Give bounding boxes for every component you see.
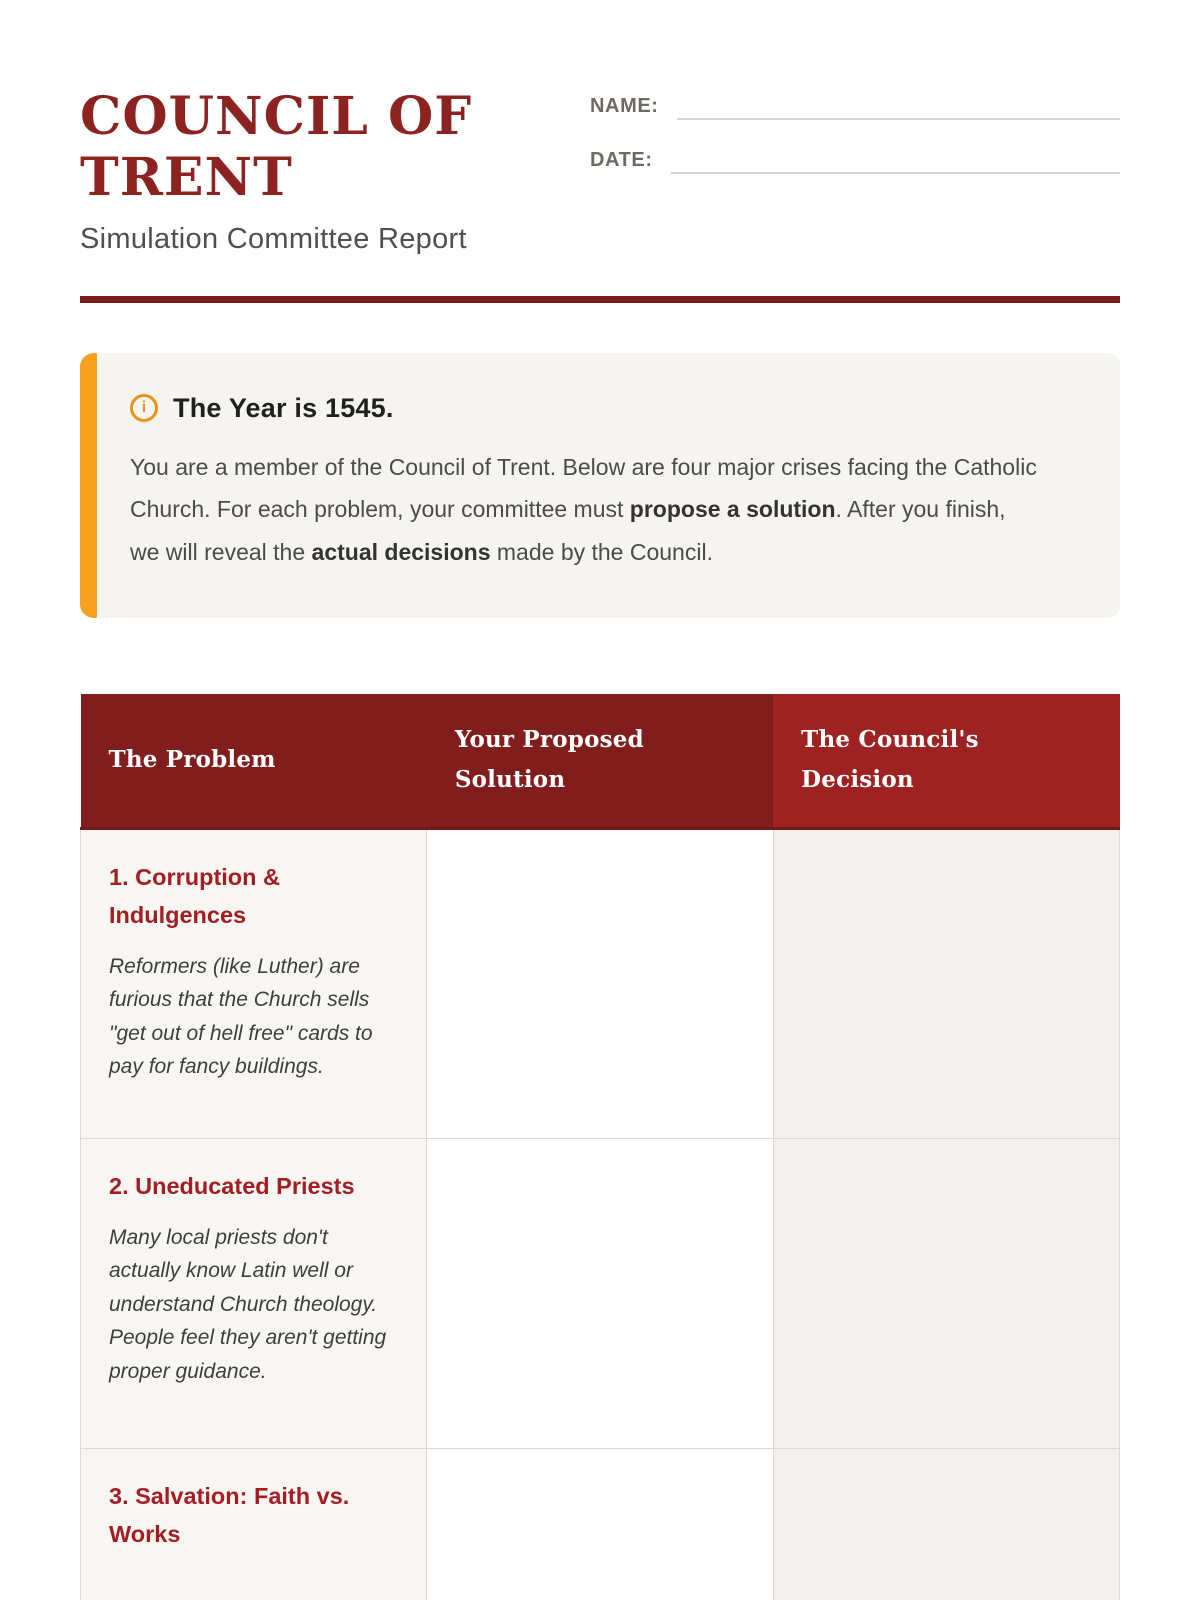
date-field-row — [590, 144, 1120, 174]
date-label: DATE: — [590, 149, 653, 171]
column-header-decision: The Council's Decision — [773, 694, 1119, 828]
table-row — [81, 1448, 1120, 1600]
name-fill-line[interactable] — [677, 92, 1120, 120]
decision-reveal-cell — [773, 828, 1119, 1138]
document-header — [80, 86, 1120, 256]
solution-write-in-cell[interactable] — [427, 1138, 773, 1448]
info-icon: i — [130, 394, 158, 422]
solution-write-in-cell[interactable] — [427, 828, 773, 1138]
name-field-row — [590, 90, 1120, 120]
decision-reveal-cell — [773, 1448, 1119, 1600]
page-title: COUNCIL OF TRENT — [80, 86, 473, 209]
problem-cell — [81, 1448, 427, 1600]
column-header-solution: Your Proposed Solution — [427, 694, 773, 828]
scenario-callout — [80, 353, 1120, 618]
callout-body: You are a member of the Council of Trent. Below are four major crises facing the Catholic Church. For each problem, your committee must propose a solution. After you finish, we will reveal the actual decisions made by the Council. — [130, 453, 1037, 566]
problem-description: Many local priests don't actually know Latin well or understand Church theology. People feel they aren't getting proper guidance. — [109, 1225, 387, 1383]
table-row — [81, 828, 1120, 1138]
problem-title: 1. Corruption & Indulgences — [109, 863, 281, 928]
name-date-block — [590, 86, 1120, 256]
column-header-problem: The Problem — [81, 694, 427, 828]
decision-reveal-cell — [773, 1138, 1119, 1448]
name-label: NAME: — [590, 95, 659, 117]
problem-cell — [81, 1138, 427, 1448]
problems-table — [80, 694, 1120, 1600]
date-fill-line[interactable] — [671, 146, 1120, 174]
problem-description: Reformers (like Luther) are furious that the Church sells "get out of hell free" cards to pay for fancy buildings. — [109, 954, 373, 1079]
problem-title: 3. Salvation: Faith vs. Works — [109, 1482, 350, 1547]
problem-cell — [81, 828, 427, 1138]
problems-table-body — [81, 828, 1120, 1600]
solution-write-in-cell[interactable] — [427, 1448, 773, 1600]
problem-title: 2. Uneducated Priests — [109, 1172, 355, 1199]
callout-heading: The Year is 1545. — [173, 392, 394, 423]
callout-accent-bar — [80, 353, 97, 618]
table-header-row — [81, 694, 1120, 828]
page-subtitle: Simulation Committee Report — [80, 222, 467, 255]
section-divider — [80, 296, 1120, 303]
table-row — [81, 1138, 1120, 1448]
